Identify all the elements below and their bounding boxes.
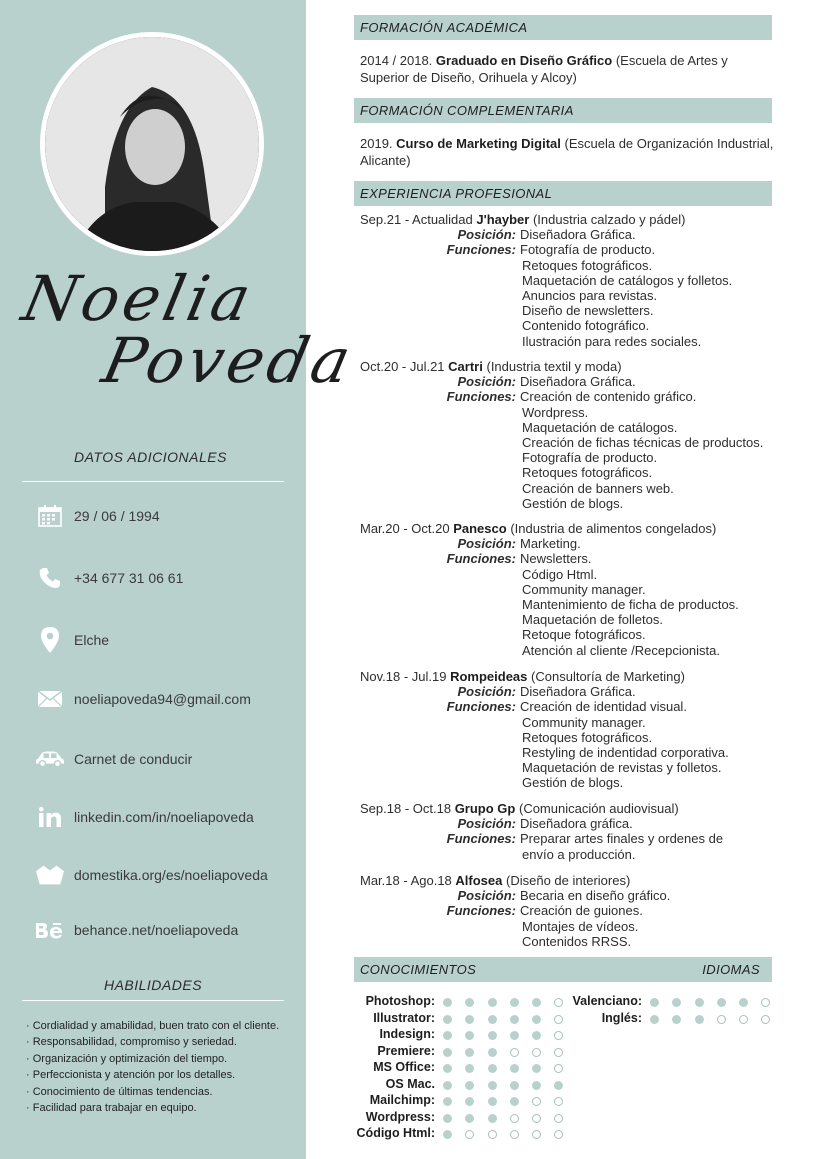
- level-dot-filled: [465, 998, 474, 1007]
- level-dot-filled: [488, 1064, 497, 1073]
- level-dot-empty: [510, 1048, 519, 1057]
- posicion-label: Posición:: [457, 684, 516, 700]
- level-dot-empty: [488, 1130, 497, 1139]
- contact-birthdate: [36, 503, 298, 529]
- idiomas-skill-name: Inglés:: [601, 1010, 642, 1025]
- experience-period: Mar.20 - Oct.20: [360, 521, 450, 536]
- experience-position-row: [360, 374, 780, 389]
- experience-function: Creación de identidad visual.: [520, 699, 687, 715]
- conocimientos-skill-level: [443, 1064, 577, 1073]
- level-dot-filled: [443, 1048, 452, 1057]
- contact-linkedin-text[interactable]: linkedin.com/in/noeliapoveda: [74, 809, 254, 825]
- level-dot-filled: [488, 998, 497, 1007]
- experience-position: Marketing.: [520, 536, 581, 552]
- domestika-icon: [36, 863, 64, 887]
- experience-period: Nov.18 - Jul.19: [360, 669, 447, 684]
- experience-sector: (Industria textil y moda): [486, 359, 622, 374]
- level-dot-filled: [488, 1114, 497, 1123]
- experience-period: Mar.18 - Ago.18: [360, 873, 452, 888]
- experience-function: Creación de guiones.: [520, 903, 643, 919]
- formacion-entry: [360, 52, 774, 86]
- experience-company: Panesco: [453, 521, 507, 536]
- experience-position-row: [360, 684, 780, 699]
- level-dot-filled: [443, 1081, 452, 1090]
- experience-function: Atención al cliente /Recepcionista.: [522, 642, 721, 658]
- level-dot-filled: [488, 1097, 497, 1106]
- experience-function: Montajes de vídeos.: [522, 918, 639, 934]
- experience-head: [360, 801, 780, 816]
- experience-function: Maquetación de catálogos.: [522, 419, 678, 435]
- idiomas-skill-level: [650, 1015, 784, 1024]
- level-dot-filled: [532, 1015, 541, 1024]
- contact-email-text: noeliapoveda94@gmail.com: [74, 691, 251, 707]
- conocimientos-skill-name: Código Html:: [356, 1126, 435, 1140]
- experience-position-row: [360, 816, 780, 831]
- funciones-label: Funciones:: [446, 242, 516, 258]
- funciones-label: Funciones:: [446, 389, 516, 405]
- level-dot-filled: [443, 998, 452, 1007]
- contact-phone: [36, 565, 298, 591]
- experience-function: Retoque fotográficos.: [522, 627, 646, 643]
- experience-entry: [360, 521, 780, 658]
- level-dot-empty: [554, 1048, 563, 1057]
- level-dot-empty: [532, 1097, 541, 1106]
- habilidades-divider: [22, 1000, 284, 1001]
- experience-period: Oct.20 - Jul.21: [360, 359, 445, 374]
- contact-linkedin: [36, 804, 298, 830]
- conocimientos-skill-name: Mailchimp:: [369, 1093, 435, 1107]
- experience-position: Diseñadora Gráfica.: [520, 684, 636, 700]
- experience-function: Wordpress.: [522, 404, 589, 420]
- level-dot-empty: [554, 1130, 563, 1139]
- level-dot-empty: [554, 1097, 563, 1106]
- experience-entry: [360, 801, 780, 862]
- level-dot-filled: [465, 1081, 474, 1090]
- experience-position: Diseñadora Gráfica.: [520, 374, 636, 390]
- level-dot-filled: [465, 1114, 474, 1123]
- location-pin-icon: [36, 628, 64, 652]
- formacion-year: 2014 / 2018.: [360, 53, 433, 68]
- posicion-label: Posición:: [457, 227, 516, 243]
- funciones-label: Funciones:: [446, 903, 516, 919]
- skill-item: · Conocimiento de últimas tendencias.: [26, 1084, 296, 1100]
- experience-company: Rompeideas: [450, 669, 528, 684]
- level-dot-filled: [443, 1097, 452, 1106]
- experience-function: Ilustración para redes sociales.: [522, 333, 702, 349]
- skill-item: · Cordialidad y amabilidad, buen trato con el cliente.: [26, 1018, 296, 1034]
- profile-photo-illustration: [45, 37, 259, 251]
- experience-period: Sep.21 - Actualidad: [360, 212, 473, 227]
- contact-location: [36, 627, 298, 653]
- level-dot-filled: [510, 1064, 519, 1073]
- conocimientos-skill-name: MS Office:: [373, 1060, 435, 1074]
- experience-company: Cartri: [448, 359, 483, 374]
- contact-domestika-text[interactable]: domestika.org/es/noeliapoveda: [74, 867, 268, 883]
- level-dot-filled: [532, 1081, 541, 1090]
- contact-behance: [36, 917, 298, 943]
- level-dot-filled: [443, 1015, 452, 1024]
- behance-icon: [36, 918, 64, 942]
- experience-function: Retoques fotográficos.: [522, 465, 653, 481]
- experience-sector: (Industria de alimentos congelados): [510, 521, 717, 536]
- experience-function: Código Html.: [522, 566, 598, 582]
- experience-function: Maquetación de revistas y folletos.: [522, 760, 722, 776]
- level-dot-filled: [510, 1031, 519, 1040]
- level-dot-filled: [510, 1097, 519, 1106]
- experience-function-row: [360, 831, 780, 846]
- profile-photo: [45, 37, 259, 251]
- experience-function: Creación de fichas técnicas de productos.: [522, 435, 764, 451]
- conocimientos-skill-name: Premiere:: [377, 1043, 435, 1058]
- level-dot-filled: [510, 1015, 519, 1024]
- experience-function: Community manager.: [522, 581, 646, 597]
- experience-sector: (Industria calzado y pádel): [532, 212, 686, 227]
- experience-position: Becaria en diseño gráfico.: [520, 888, 671, 904]
- datos-adicionales-title: DATOS ADICIONALES: [74, 449, 227, 465]
- experience-function: Maquetación de catálogos y folletos.: [522, 272, 733, 288]
- conocimientos-skill-name: OS Mac.: [385, 1076, 435, 1091]
- level-dot-filled: [465, 1097, 474, 1106]
- experience-entry: [360, 212, 780, 349]
- experience-sector: (Comunicación audiovisual): [518, 801, 679, 816]
- conocimientos-skill-name: Photoshop:: [365, 994, 435, 1008]
- level-dot-empty: [761, 998, 770, 1007]
- level-dot-filled: [488, 1048, 497, 1057]
- level-dot-empty: [554, 1114, 563, 1123]
- conocimientos-skill-level: [443, 1031, 577, 1040]
- contact-domestika: [36, 862, 298, 888]
- level-dot-empty: [465, 1130, 474, 1139]
- experience-function-row: [360, 389, 780, 404]
- experience-function: Restyling de indentidad corporativa.: [522, 745, 729, 761]
- skill-item: · Facilidad para trabajar en equipo.: [26, 1100, 296, 1116]
- experience-function: Diseño de newsletters.: [522, 303, 654, 319]
- level-dot-filled: [488, 1031, 497, 1040]
- level-dot-empty: [510, 1130, 519, 1139]
- level-dot-filled: [488, 1081, 497, 1090]
- formacion-header: [354, 15, 772, 40]
- funciones-label: Funciones:: [446, 699, 516, 715]
- skill-item: · Responsabilidad, compromiso y seriedad.: [26, 1034, 296, 1050]
- formacion-degree: Graduado en Diseño Gráfico: [435, 53, 613, 68]
- level-dot-empty: [739, 1015, 748, 1024]
- experience-function: Fotografía de producto.: [522, 450, 658, 466]
- experience-function: envío a producción.: [522, 846, 636, 862]
- level-dot-filled: [465, 1031, 474, 1040]
- experience-position-row: [360, 227, 780, 242]
- experience-position: Diseñadora gráfica.: [520, 816, 633, 832]
- level-dot-filled: [465, 1064, 474, 1073]
- calendar-icon: [36, 504, 64, 528]
- experience-head: [360, 669, 780, 684]
- experience-period: Sep.18 - Oct.18: [360, 801, 452, 816]
- level-dot-filled: [510, 998, 519, 1007]
- level-dot-empty: [532, 1130, 541, 1139]
- experience-function: Maquetación de folletos.: [522, 612, 663, 628]
- contact-behance-text[interactable]: behance.net/noeliapoveda: [74, 922, 239, 938]
- level-dot-filled: [532, 1064, 541, 1073]
- experience-function: Retoques fotográficos.: [522, 257, 653, 273]
- conocimientos-skill-name: Indesign:: [379, 1027, 435, 1041]
- complementaria-entry: [360, 135, 774, 169]
- posicion-label: Posición:: [457, 536, 516, 552]
- experience-function: Fotografía de producto.: [520, 242, 656, 258]
- experience-head: [360, 521, 780, 536]
- level-dot-filled: [443, 1130, 452, 1139]
- habilidades-title: HABILIDADES: [103, 977, 203, 993]
- contact-license-text: Carnet de conducir: [74, 751, 193, 767]
- experience-function-row: [360, 699, 780, 714]
- posicion-label: Posición:: [457, 888, 516, 904]
- datos-divider: [22, 481, 284, 482]
- linkedin-icon: [36, 805, 64, 829]
- experience-head: [360, 212, 780, 227]
- formacion-detail: (Escuela de Artes y Superior de Diseño, Orihuela y Alcoy): [360, 53, 728, 85]
- contact-birthdate-text: 29 / 06 / 1994: [74, 508, 160, 524]
- email-icon: [36, 687, 64, 711]
- conocimientos-skill-level: [443, 1081, 577, 1090]
- experience-head: [360, 359, 780, 374]
- complementaria-header: [354, 98, 772, 123]
- level-dot-filled: [510, 1081, 519, 1090]
- experience-position: Diseñadora Gráfica.: [520, 227, 636, 243]
- formacion-title: FORMACIÓN ACADÉMICA: [360, 20, 528, 35]
- experiencia-header: [354, 181, 772, 206]
- conocimientos-title: CONOCIMIENTOS: [360, 962, 477, 977]
- experience-function: Creación de banners web.: [522, 480, 674, 496]
- level-dot-filled: [443, 1031, 452, 1040]
- level-dot-filled: [672, 998, 681, 1007]
- level-dot-filled: [532, 998, 541, 1007]
- idiomas-title: IDIOMAS: [702, 962, 760, 977]
- experience-sector: (Diseño de interiores): [506, 873, 631, 888]
- car-icon: [36, 747, 64, 771]
- skills-list: [26, 1018, 296, 1116]
- experience-position-row: [360, 888, 780, 903]
- experience-function: Mantenimiento de ficha de productos.: [522, 597, 739, 613]
- experience-function: Gestión de blogs.: [522, 495, 624, 511]
- funciones-label: Funciones:: [446, 551, 516, 567]
- experience-head: [360, 873, 780, 888]
- level-dot-empty: [554, 1064, 563, 1073]
- experience-entry: [360, 873, 780, 949]
- level-dot-filled: [695, 998, 704, 1007]
- level-dot-filled: [488, 1015, 497, 1024]
- name-last: Poveda: [96, 324, 361, 397]
- level-dot-filled: [554, 1081, 563, 1090]
- idiomas-skill-level: [650, 998, 784, 1007]
- conocimientos-skill-level: [443, 1097, 577, 1106]
- experience-function-row: [360, 242, 780, 257]
- level-dot-filled: [739, 998, 748, 1007]
- experience-function: Preparar artes finales y ordenes de: [520, 831, 724, 847]
- funciones-label: Funciones:: [446, 831, 516, 847]
- experiencia-title: EXPERIENCIA PROFESIONAL: [360, 186, 553, 201]
- level-dot-filled: [717, 998, 726, 1007]
- experience-function: Contenidos RRSS.: [522, 933, 632, 949]
- level-dot-filled: [532, 1031, 541, 1040]
- conocimientos-skill-name: Illustrator:: [373, 1010, 435, 1025]
- experience-entry: [360, 359, 780, 511]
- idiomas-skill-name: Valenciano:: [572, 994, 642, 1008]
- complementaria-course: Curso de Marketing Digital: [396, 136, 561, 151]
- level-dot-filled: [465, 1015, 474, 1024]
- experience-sector: (Consultoría de Marketing): [531, 669, 685, 684]
- level-dot-empty: [532, 1048, 541, 1057]
- contact-phone-text: +34 677 31 06 61: [74, 570, 184, 586]
- experience-function: Gestión de blogs.: [522, 775, 624, 791]
- experience-function: Creación de contenido gráfico.: [520, 389, 697, 405]
- contact-license: [36, 746, 298, 772]
- conocimientos-skill-level: [443, 1130, 577, 1139]
- posicion-label: Posición:: [457, 374, 516, 390]
- level-dot-empty: [761, 1015, 770, 1024]
- experience-function-row: [360, 903, 780, 918]
- experience-function-row: [360, 551, 780, 566]
- level-dot-filled: [650, 1015, 659, 1024]
- contact-email: [36, 686, 298, 712]
- level-dot-filled: [672, 1015, 681, 1024]
- experience-function: Newsletters.: [520, 551, 592, 567]
- conocimientos-skill-level: [443, 1048, 577, 1057]
- skill-item: · Perfeccionista y atención por los detalles.: [26, 1067, 296, 1083]
- experience-company: Alfosea: [455, 873, 503, 888]
- experience-function: Retoques fotográficos.: [522, 729, 653, 745]
- complementaria-detail: (Escuela de Organización Industrial, Alicante): [360, 136, 774, 168]
- level-dot-empty: [554, 1031, 563, 1040]
- level-dot-filled: [695, 1015, 704, 1024]
- level-dot-filled: [443, 1064, 452, 1073]
- phone-icon: [36, 566, 64, 590]
- level-dot-empty: [717, 1015, 726, 1024]
- experience-position-row: [360, 536, 780, 551]
- experience-company: Grupo Gp: [454, 801, 516, 816]
- posicion-label: Posición:: [457, 816, 516, 832]
- complementaria-title: FORMACIÓN COMPLEMENTARIA: [360, 103, 574, 118]
- conocimientos-skill-name: Wordpress:: [365, 1109, 435, 1124]
- conocimientos-header: [354, 957, 772, 982]
- experience-function: Contenido fotográfico.: [522, 318, 650, 334]
- profile-photo-frame: [40, 32, 264, 256]
- level-dot-filled: [443, 1114, 452, 1123]
- level-dot-empty: [532, 1114, 541, 1123]
- name-first: Noelia: [16, 262, 261, 335]
- contact-location-text: Elche: [74, 632, 110, 648]
- skill-item: · Organización y optimización del tiempo.: [26, 1051, 296, 1067]
- experience-function: Community manager.: [522, 714, 646, 730]
- conocimientos-skill-level: [443, 1114, 577, 1123]
- complementaria-year: 2019.: [360, 136, 393, 151]
- level-dot-filled: [650, 998, 659, 1007]
- experience-entry: [360, 669, 780, 791]
- level-dot-filled: [465, 1048, 474, 1057]
- experience-function: Anuncios para revistas.: [522, 288, 658, 304]
- level-dot-empty: [510, 1114, 519, 1123]
- experience-company: J'hayber: [476, 212, 530, 227]
